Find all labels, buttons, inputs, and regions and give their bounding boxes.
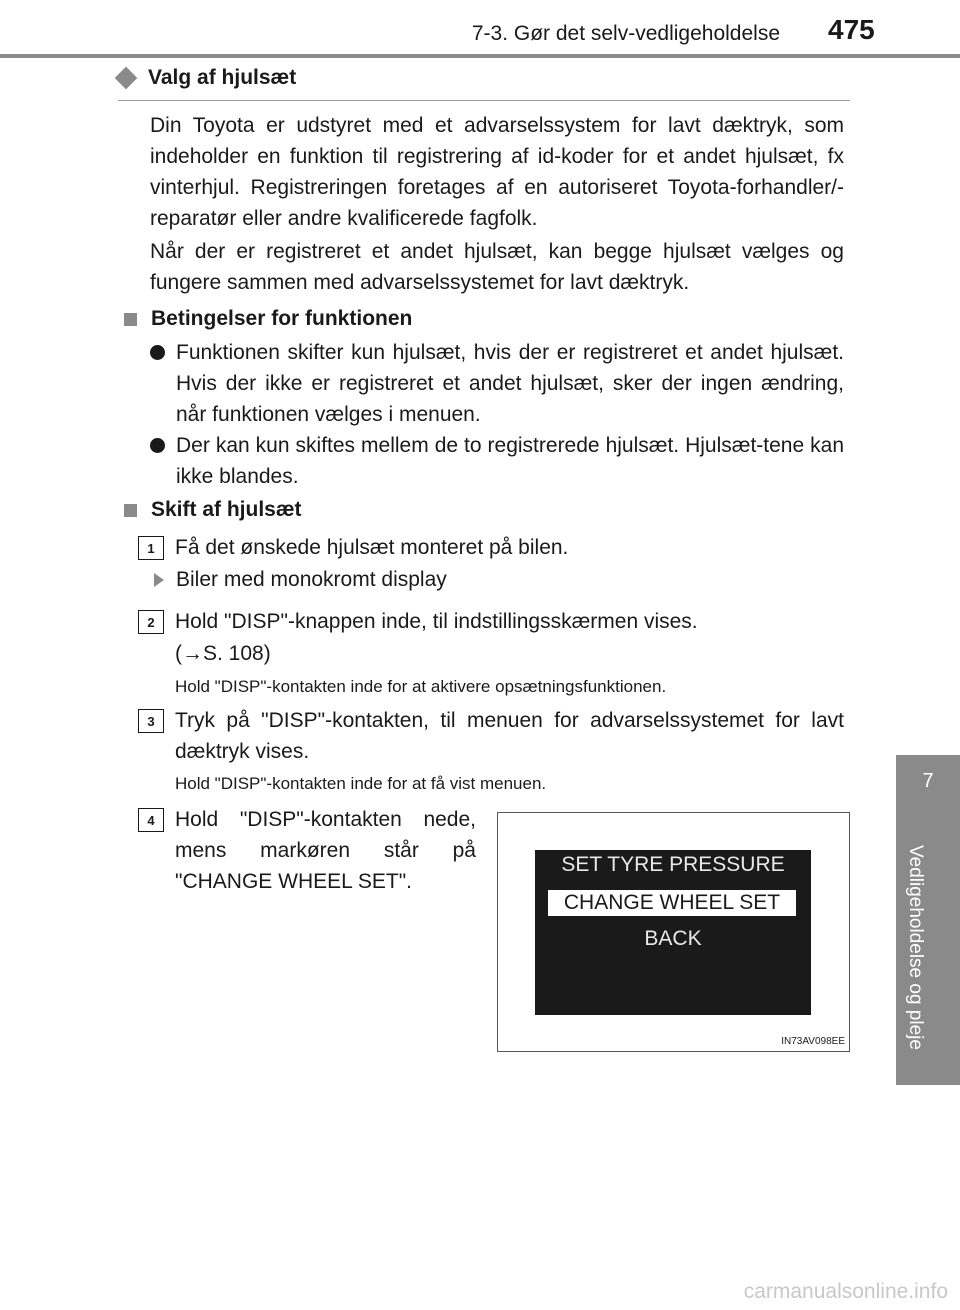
triangle-arrow-icon [154,573,164,587]
step-4-text: Hold "DISP"-kontakten nede, mens markøren står på "CHANGE WHEEL SET". [175,808,476,893]
menu-selected-item: CHANGE WHEEL SET [548,890,796,916]
intro-paragraph-1: Din Toyota er udstyret med et advarselssystem for lavt dæktryk, som indeholder en funktion til registrering af id-koder for et andet hjulsæt, fx vinterhjul. Registreringen foretages af en autoriseret Toyota-forhandler/-reparatør eller andre kvalificerede fagfolk. [150,114,844,230]
header-section-title: 7-3. Gør det selv-vedligeholdelse [471,22,780,45]
conditions-heading-text: Betingelser for funktionen [151,307,413,330]
menu-title: SET TYRE PRESSURE [561,853,785,876]
section-rule [118,100,850,101]
step-2-note: Hold "DISP"-kontakten inde for at aktivere opsætningsfunktionen. [175,677,667,696]
condition-bullet-2 [150,430,844,492]
switch-heading-text: Skift af hjulsæt [151,498,302,521]
section-heading [118,66,296,90]
intro-paragraph-2: Når der er registreret et andet hjulsæt, kan begge hjulsæt vælges og fungere sammen med advarselssystemet for lavt dæktryk. [150,240,844,294]
square-icon [124,313,137,326]
page-number: 475 [828,14,875,45]
watermark: carmanualsonline.info [743,1280,948,1303]
step-3-note: Hold "DISP"-kontakten inde for at få vist menuen. [175,774,547,793]
condition-bullet-2-text: Der kan kun skiftes mellem de to registrerede hjulsæt. Hjulsæt-tene kan ikke blandes. [176,434,844,488]
step-1-text: Få det ønskede hjulsæt monteret på bilen. [175,536,569,559]
step-2-text-line2: (→S. 108) [175,642,271,665]
switch-heading [124,498,302,522]
condition-bullet-1 [150,337,844,430]
step-3-text: Tryk på "DISP"-kontakten, til menuen for advarselssystemet for lavt dæktryk vises. [175,709,844,763]
step-4-number: 4 [138,808,164,832]
chapter-number: 7 [922,770,934,792]
step-2-number: 2 [138,610,164,634]
step-3-number: 3 [138,709,164,733]
step-1-number: 1 [138,536,164,560]
bullet-icon [150,438,165,453]
figure-code: IN73AV098EE [781,1036,845,1047]
square-icon [124,504,137,517]
chapter-label: Vedligeholdelse og pleje [905,845,926,1050]
condition-label: Biler med monokromt display [176,568,447,591]
header-rule [0,54,960,58]
display-figure [497,812,850,1052]
bullet-icon [150,345,165,360]
section-heading-text: Valg af hjulsæt [148,66,297,89]
diamond-icon [115,67,138,90]
menu-back-item: BACK [644,927,702,950]
step-2-text-line1: Hold "DISP"-knappen inde, til indstillingsskærmen vises. [175,610,698,633]
condition-bullet-1-text: Funktionen skifter kun hjulsæt, hvis der er registreret et andet hjulsæt. Hvis der ikke er registreret et andet hjulsæt, sker der ingen ændring, når funktionen vælges i menuen. [176,341,844,426]
monochrome-display [535,850,811,1015]
condition-label-row [154,568,447,592]
conditions-heading [124,307,412,331]
